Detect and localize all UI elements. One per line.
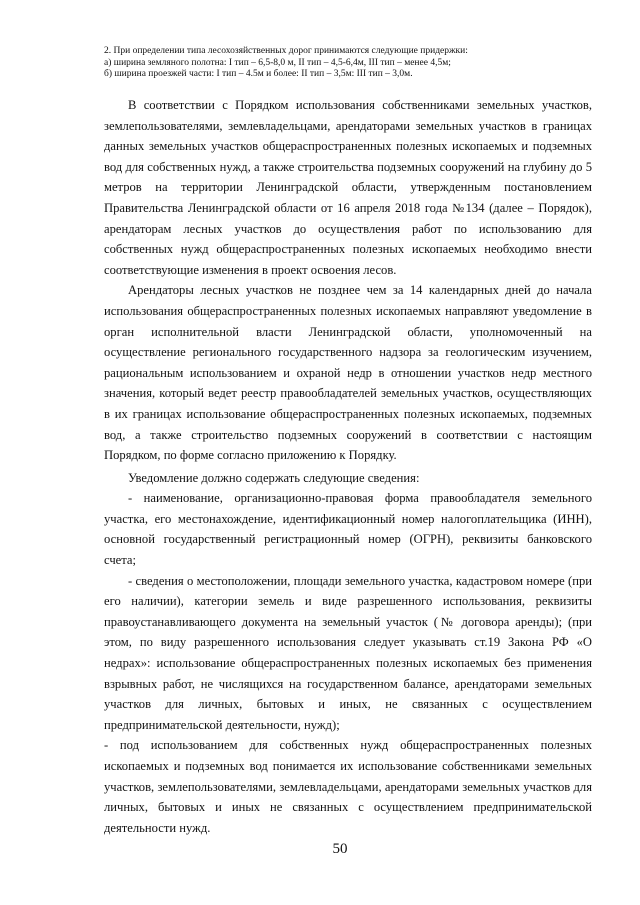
page-number: 50 bbox=[332, 841, 348, 857]
list-item-owner-details: - наименование, организационно-правовая форма правообладателя земельного участка, его местонахождение, идентификационный номер налогоплательщика (ИНН), основной государственный регистрационный номер (ОГРН), реквизиты банковского счета; bbox=[104, 491, 592, 568]
body-text bbox=[104, 95, 592, 838]
footnote-heading: 2. При определении типа лесохозяйственных дорог принимаются следующие придержки: bbox=[104, 46, 468, 56]
footnotes-block bbox=[104, 46, 554, 81]
list-item-land-plot-details: - сведения о местоположении, площади земельного участка, кадастровом номере (при его наличии), категории земель и виде разрешенного использования, реквизиты правоустанавливающего документа на земельный участок (№ договора аренды); (при этом, по виду разрешенного использования следует указывать ст.19 Закона РФ «О недрах»: использование общераспространенных полезных ископаемых без применения взрывных работ, не числящихся на государственном балансе, арендаторами земельных участков для личных, бытовых и иных, не связанных с осуществлением предпринимательской деятельности, нужд); bbox=[104, 573, 592, 732]
footnote-item-b: б) ширина проезжей части: I тип – 4.5м и более: II тип – 3,5м: III тип – 3,0м. bbox=[104, 69, 413, 79]
list-item-own-needs-definition: - под использованием для собственных нужд общераспространенных полезных ископаемых и подземных вод понимается их использование собственниками земельных участков, землепользователями, землевладельцами, арендаторами земельных участков для личных, бытовых и иных не связанных с осуществлением предпринимательской деятельности нужд. bbox=[104, 738, 592, 835]
paragraph-notification-deadline: Арендаторы лесных участков не позднее чем за 14 календарных дней до начала использования общераспространенных полезных ископаемых направляют уведомление в орган исполнительной власти Ленинградской области, уполномоченный на осуществление регионального государственного надзора за геологическим изучением, рациональным использованием и охраной недр в отношении участков недр местного значения, который ведет реестр правообладателей земельных участков, осуществляющих в их границах использование общераспространенных полезных ископаемых, подземных вод, а также строительство подземных сооружений в соответствии с настоящим Порядком, по форме согласно приложению к Порядку. bbox=[104, 283, 592, 463]
footnote-item-a: а) ширина земляного полотна: I тип – 6,5-8,0 м, II тип – 4,5-6,4м, III тип – менее 4,5м; bbox=[104, 57, 451, 68]
paragraph-procedure: В соответствии с Порядком использования собственниками земельных участков, землепользователями, землевладельцами, арендаторами земельных участков в границах данных земельных участков общераспространенных полезных ископаемых и подземных вод для собственных нужд, а также строительства подземных сооружений на глубину до 5 метров на территории Ленинградской области, утвержденным постановлением Правительства Ленинградской области от 16 апреля 2018 года №134 (далее – Порядок), арендаторам лесных участков до осуществления работ по использованию для собственных нужд общераспространенных полезных ископаемых необходимо внести соответствующие изменения в проект освоения лесов. bbox=[104, 98, 592, 277]
paragraph-notification-contents: Уведомление должно содержать следующие сведения: bbox=[128, 470, 420, 485]
